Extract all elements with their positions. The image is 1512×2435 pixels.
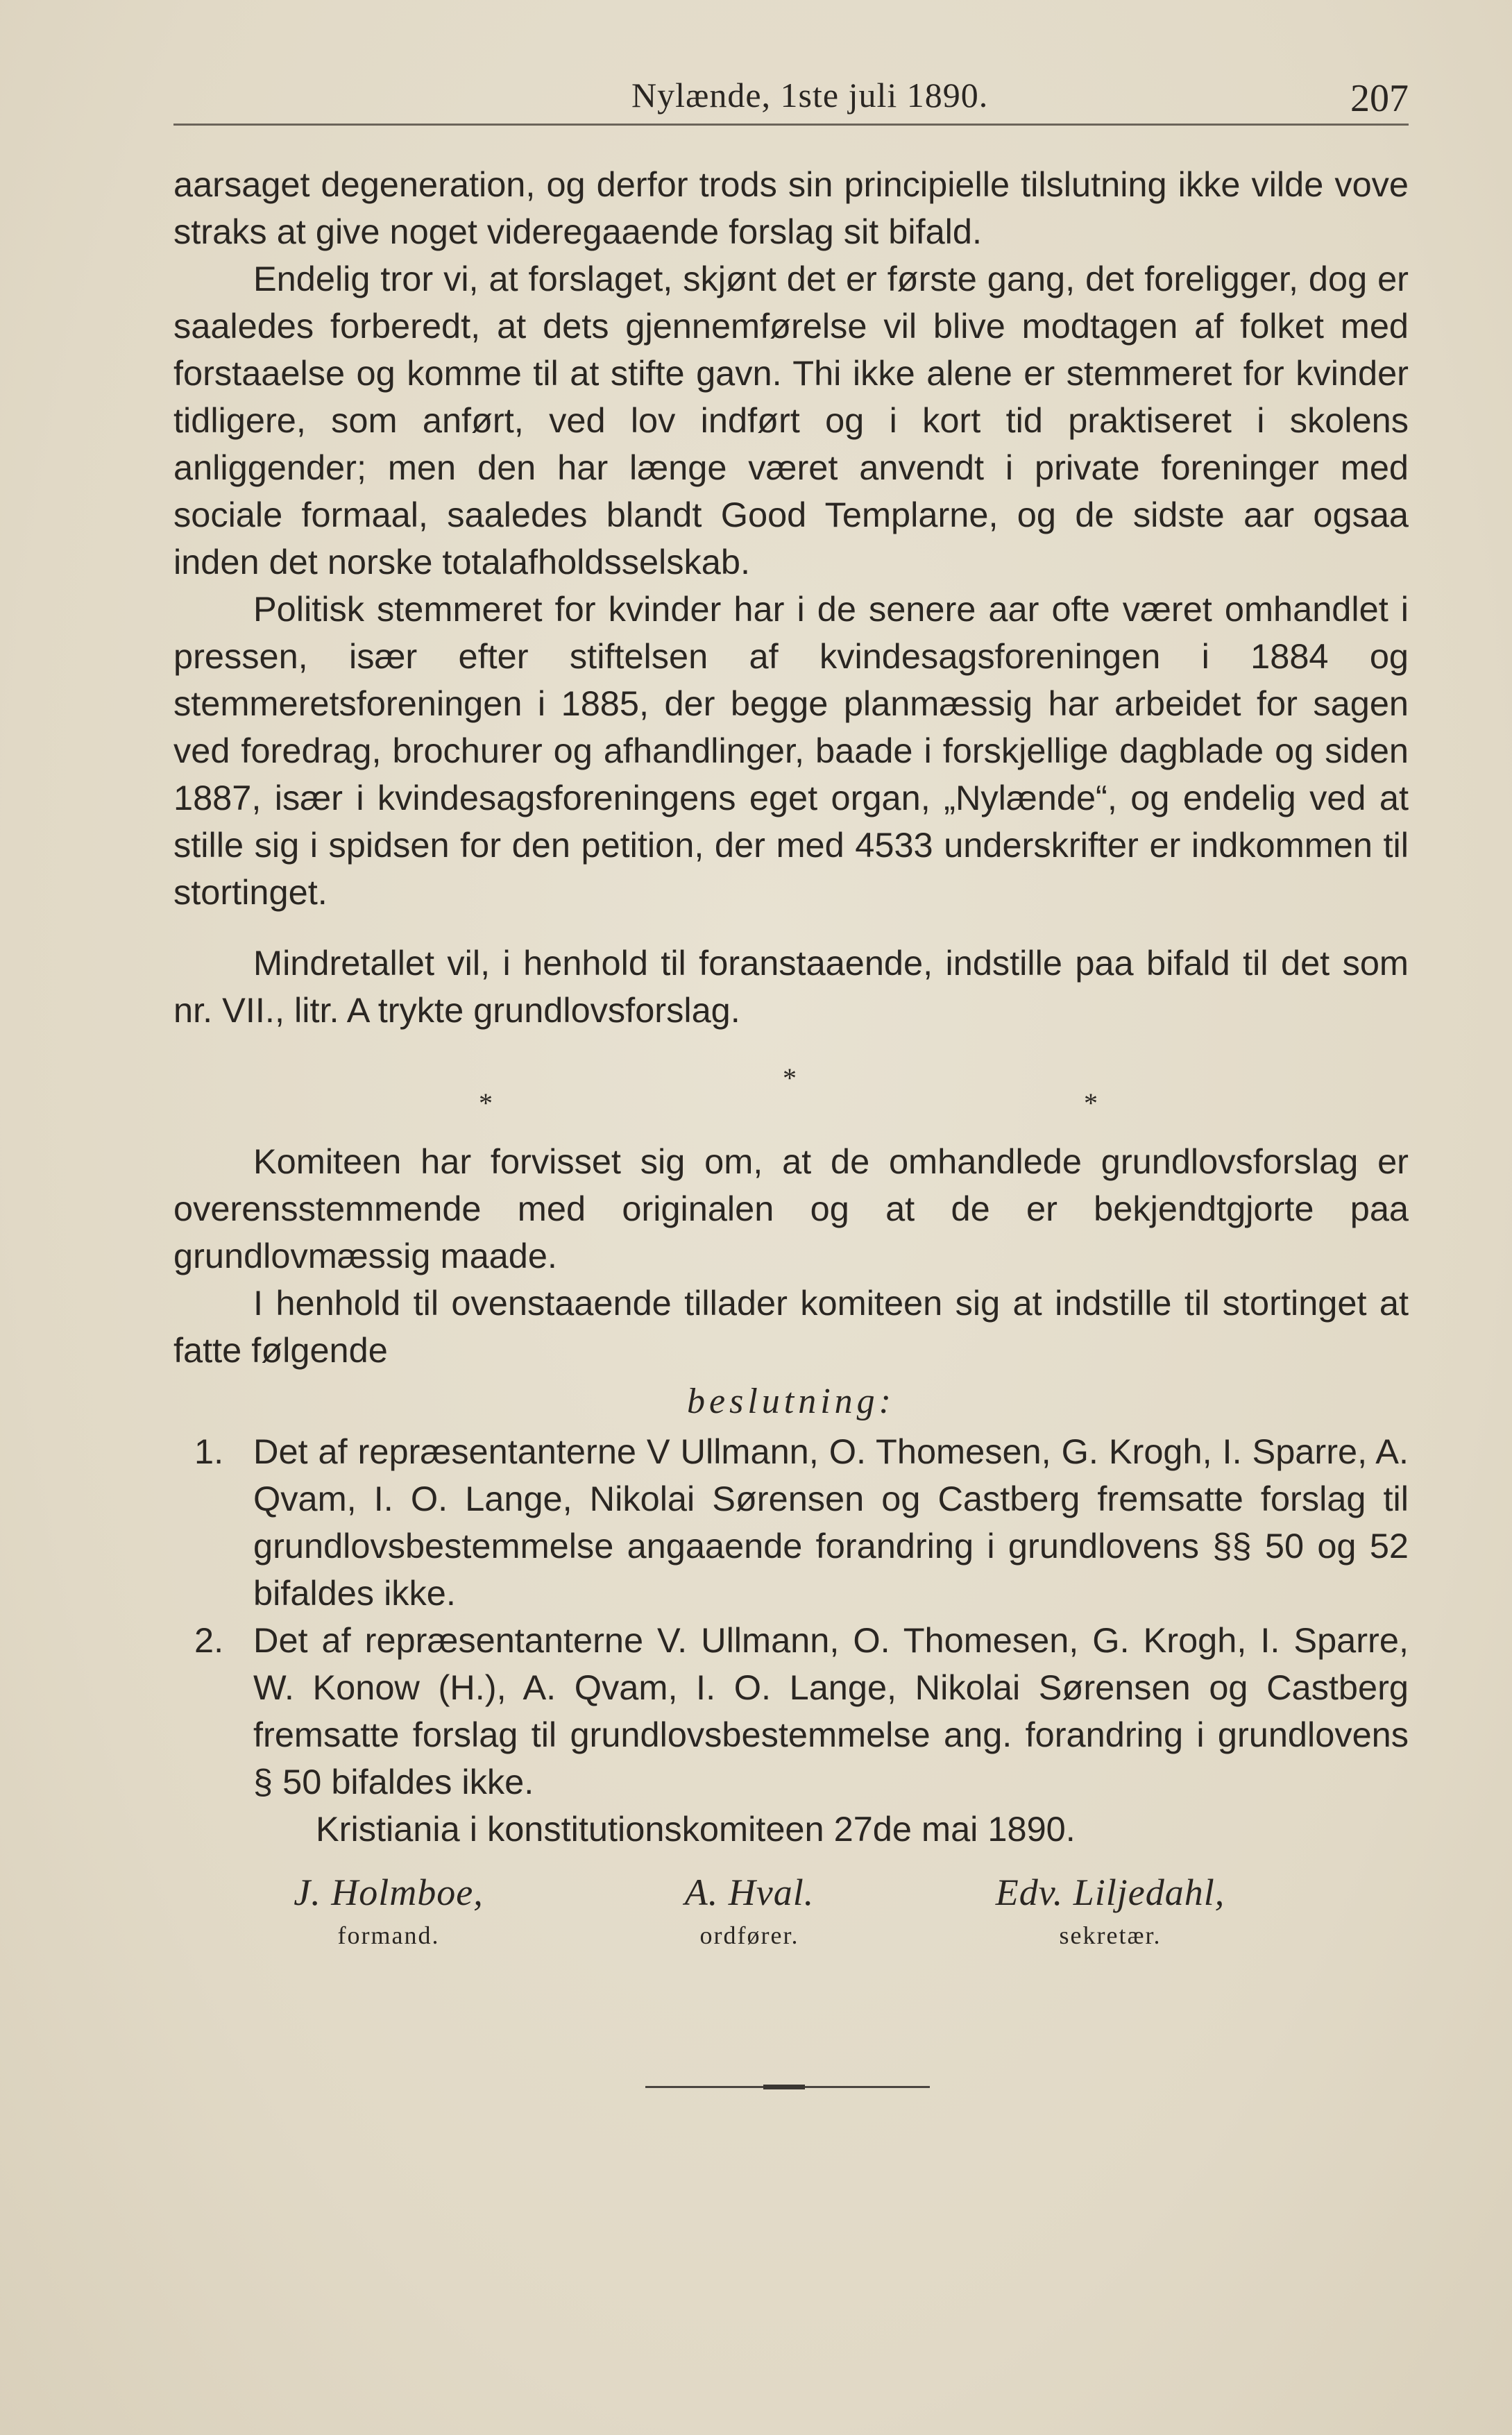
signature-name: J. Holmboe, [294, 1872, 484, 1913]
paragraph: Politisk stemmeret for kvinder har i de senere aar ofte været omhandlet i pressen, især efter stiftelsen af kvindesagsforeningen i 1884 og stemmeretsforeningen i 1885, der begge planmæssig har arbeidet for sagen ved foredrag, brochurer og afhandlinger, baade i forskjellige dagblade og siden 1887, især i kvindesagsforeningens eget organ, „Nylænde“, og endelig ved at stille sig i spidsen for den petition, der med 4533 underskrifter er indkommen til stortinget. [173, 589, 1409, 912]
page-number: 207 [1350, 77, 1409, 120]
signatures [173, 1871, 1409, 1968]
signature-role: ordfører. [699, 1921, 799, 1949]
header-rule [173, 124, 1409, 126]
signature-secretary [965, 1871, 1256, 1950]
body-text-committee [173, 1138, 1409, 1853]
page-header [173, 69, 1409, 132]
resolution-item [173, 1617, 1409, 1806]
body-text-top [173, 161, 1409, 1034]
resolution-heading: beslutning: [687, 1382, 895, 1421]
star-mark: * [783, 1062, 797, 1094]
item-text: Det af repræsentanterne V Ullmann, O. Thomesen, G. Krogh, I. Sparre, A. Qvam, I. O. Lange, Nikolai Sørensen og Castberg fremsatte forslag til grundlovsbestemmelse angaaende forandring i grundlovens §§ 50 og 52 bifaldes ikke. [253, 1432, 1409, 1613]
resolution-item [173, 1428, 1409, 1617]
running-head: Nylænde, 1ste juli 1890. [631, 76, 989, 114]
item-text: Det af repræsentanterne V. Ullmann, O. Thomesen, G. Krogh, I. Sparre, W. Konow (H.), A. Qvam, I. O. Lange, Nikolai Sørensen og Castberg fremsatte forslag til grundlovsbestemmelse ang. forandring i grundlovens § 50 bifaldes ikke. [253, 1620, 1409, 1801]
section-separator [173, 1062, 1409, 1124]
signature-chairman [284, 1871, 493, 1950]
paragraph: Endelig tror vi, at forslaget, skjønt det er første gang, det foreligger, dog er saaledes forberedt, at dets gjennemførelse vil blive modtagen af folket med forstaaelse og komme til at stifte gavn. Thi ikke alene er stemmeret for kvinder tidligere, som anført, ved lov indført og i kort tid praktiseret i skolens anliggender; men den har længe været anvendt i private foreninger med sociale formaal, saaledes blandt Good Templarne, og de sidste aar ogsaa inden det norske totalafholdsselskab. [173, 259, 1409, 582]
item-number: 2. [194, 1620, 224, 1660]
paragraph: Mindretallet vil, i henhold til foranstaaende, indstille paa bifald til det som nr. VII., litr. A trykte grundlovsforslag. [173, 943, 1409, 1030]
star-mark: * [479, 1087, 493, 1119]
signature-role: sekretær. [1059, 1921, 1162, 1949]
signature-name: Edv. Liljedahl, [995, 1872, 1225, 1913]
signature-role: formand. [337, 1921, 440, 1949]
closing-line: Kristiania i konstitutionskomiteen 27de mai 1890. [316, 1809, 1076, 1849]
paragraph: Komiteen har forvisset sig om, at de omhandlede grundlovsforslag er overensstemmende med originalen og at de er bekjendtgjorte paa grundlovmæssig maade. [173, 1142, 1409, 1275]
star-mark: * [1084, 1087, 1098, 1119]
end-rule-ornament [763, 2085, 805, 2089]
item-number: 1. [194, 1432, 224, 1471]
paragraph: I henhold til ovenstaaende tillader komiteen sig at indstille til stortinget at fatte følgende [173, 1283, 1409, 1370]
signature-name: A. Hval. [684, 1872, 815, 1913]
paragraph: aarsaget degeneration, og derfor trods sin principielle tilslutning ikke vilde vove straks at give noget videregaaende forslag sit bifald. [173, 164, 1409, 251]
signature-spokesman [645, 1871, 853, 1950]
